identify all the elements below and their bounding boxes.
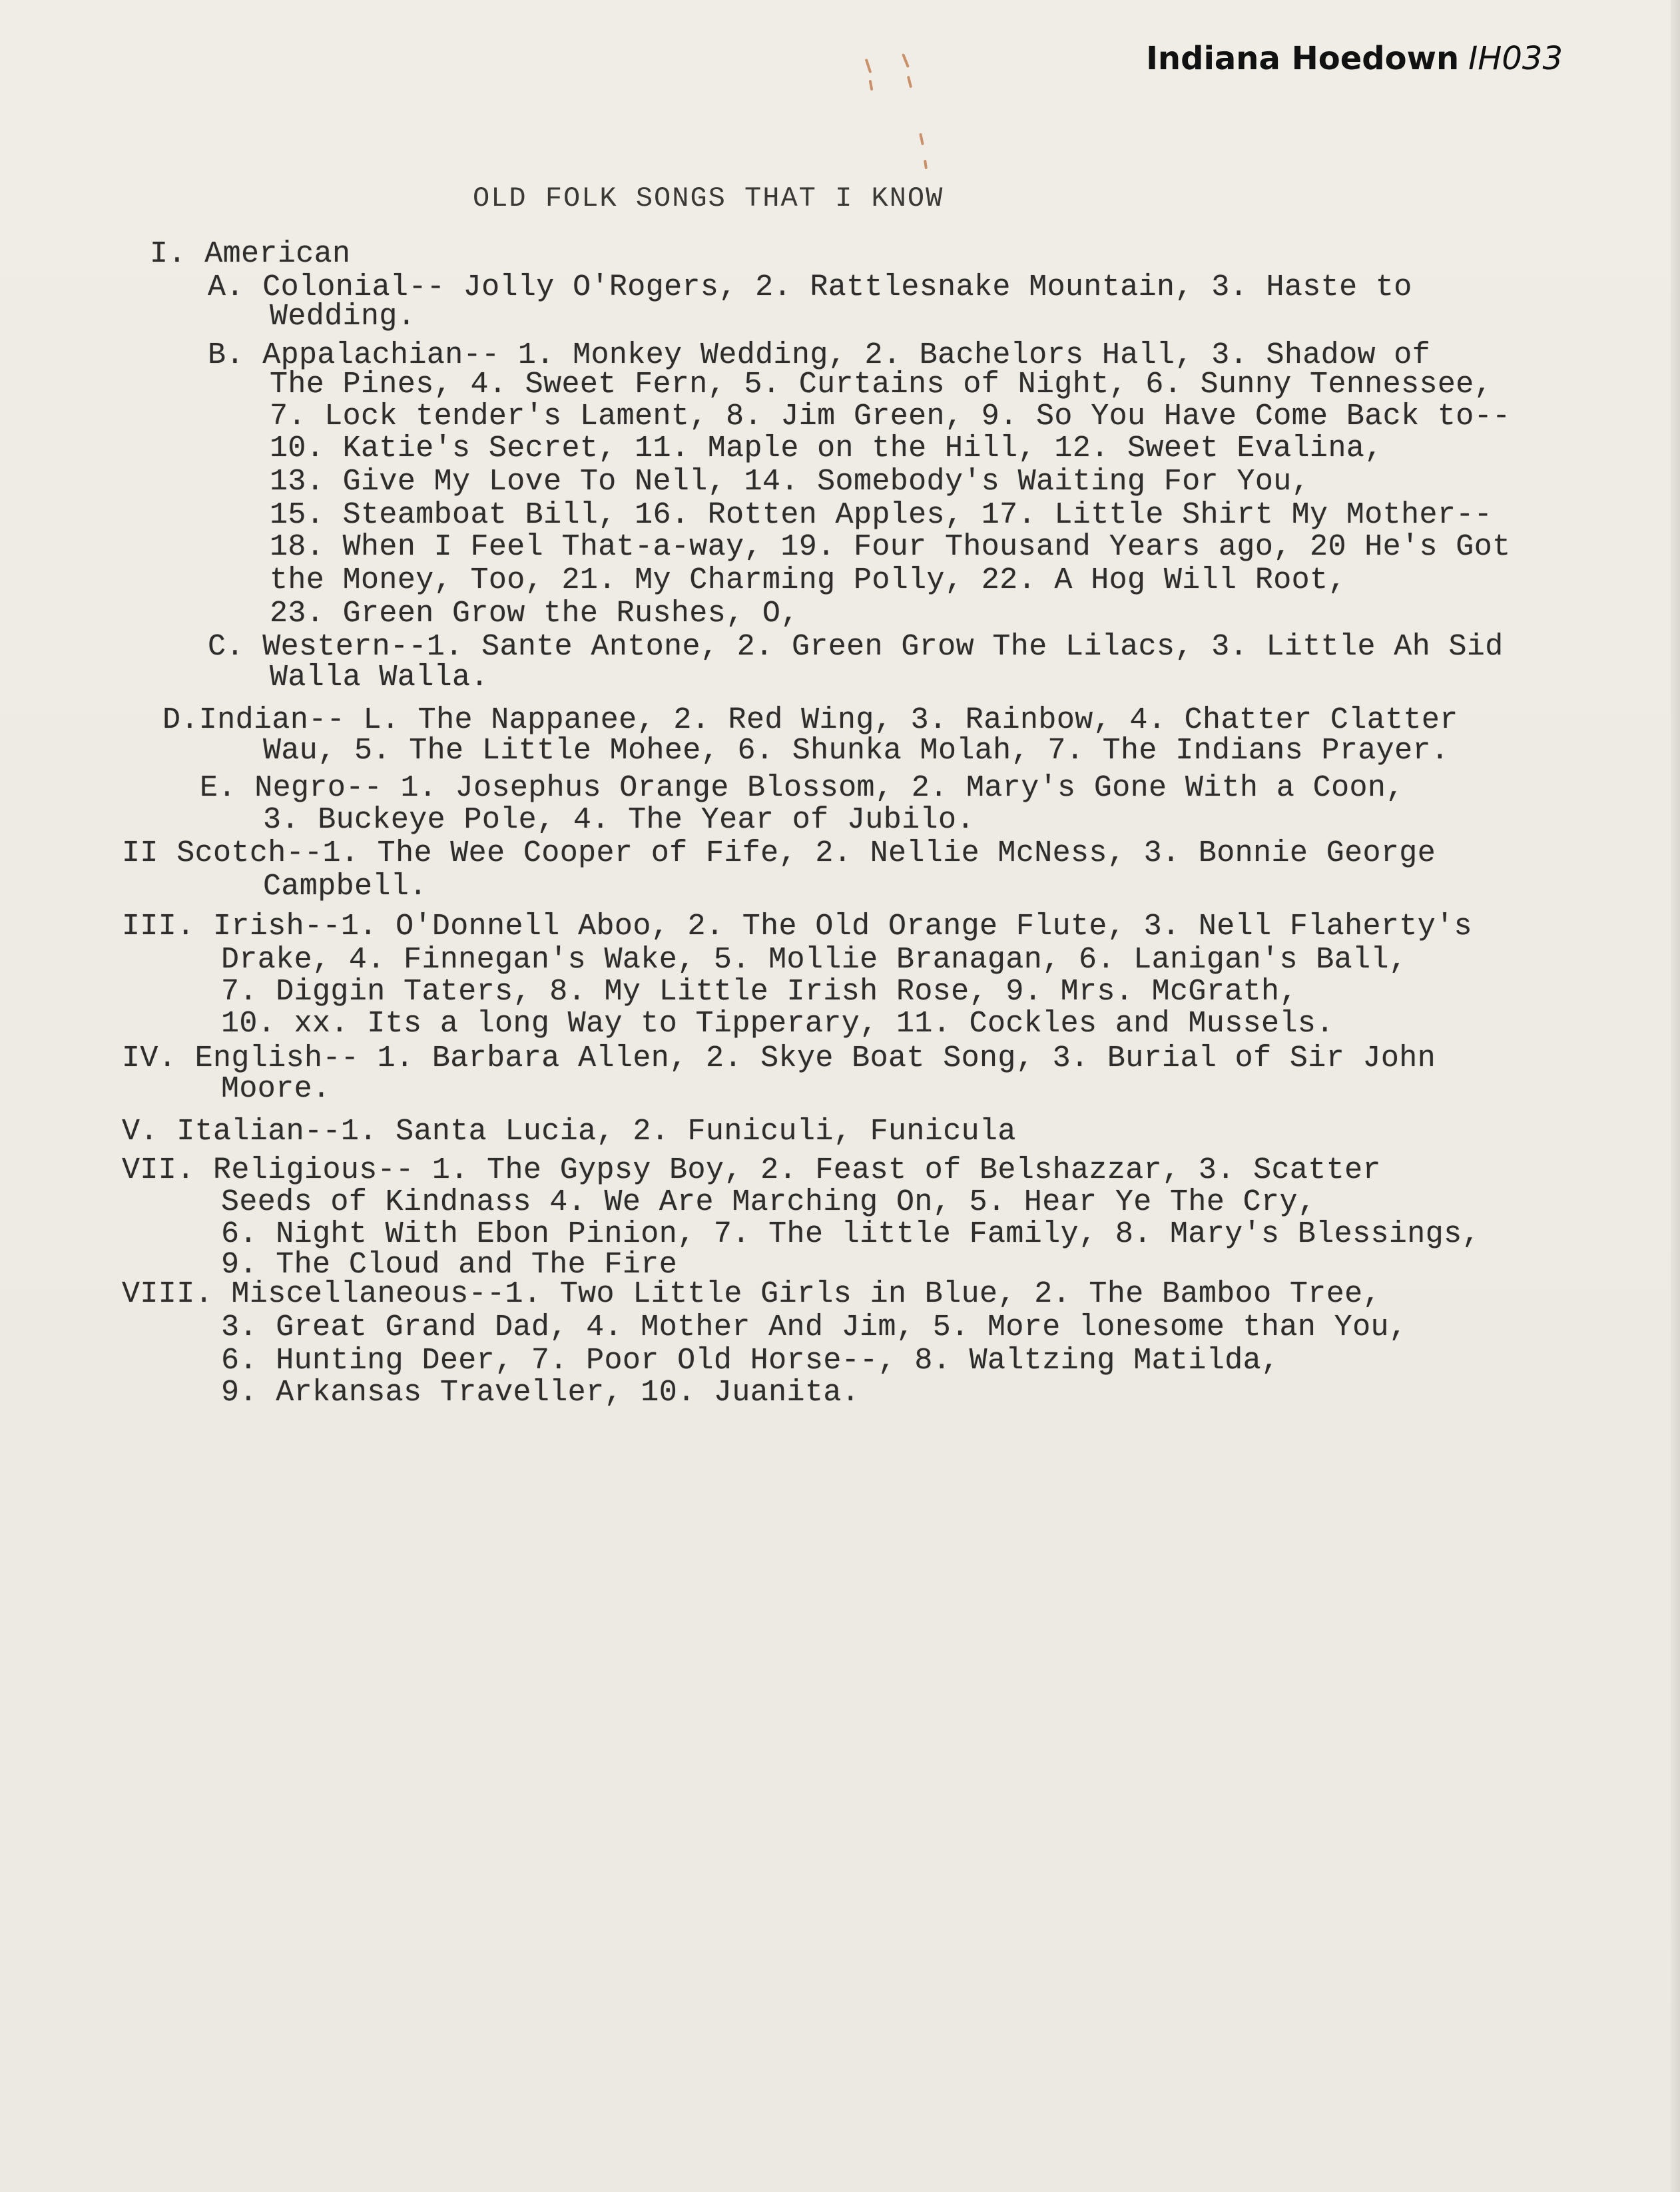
archive-label [1146,40,1563,77]
list-line: 3. Great Grand Dad, 4. Mother And Jim, 5. More lonesome than You, [221,1310,1408,1344]
list-line: Drake, 4. Finnegan's Wake, 5. Mollie Branagan, 6. Lanigan's Ball, [221,943,1408,977]
list-line: the Money, Too, 21. My Charming Polly, 22. A Hog Will Root, [270,563,1346,597]
section-heading-scotch: II Scotch--1. The Wee Cooper of Fife, 2. Nellie McNess, 3. Bonnie George [122,836,1436,870]
fold-marks [826,47,919,180]
list-line: Moore. [221,1072,331,1106]
list-line: Wau, 5. The Little Mohee, 6. Shunka Molah, 7. The Indians Prayer. [263,734,1450,768]
list-line-negro: E. Negro-- 1. Josephus Orange Blossom, 2. Mary's Gone With a Coon, [200,771,1404,805]
list-line: Walla Walla. [270,661,489,694]
document-title: OLD FOLK SONGS THAT I KNOW [473,182,944,214]
archive-code: IH033 [1468,40,1563,77]
list-line: 10. Katie's Secret, 11. Maple on the Hill, 12. Sweet Evalina, [270,431,1383,465]
list-line: 6. Hunting Deer, 7. Poor Old Horse--, 8. Waltzing Matilda, [221,1344,1280,1378]
list-line: 3. Buckeye Pole, 4. The Year of Jubilo. [263,803,975,837]
list-line: 18. When I Feel That-a-way, 19. Four Thousand Years ago, 20 He's Got [270,530,1511,564]
list-line: 6. Night With Ebon Pinion, 7. The little Family, 8. Mary's Blessings, [221,1217,1480,1251]
section-heading-american: I. American [150,237,351,271]
section-heading-english: IV. English-- 1. Barbara Allen, 2. Skye Boat Song, 3. Burial of Sir John [122,1041,1436,1075]
list-line-indian: D.Indian-- L. The Nappanee, 2. Red Wing, 3. Rainbow, 4. Chatter Clatter [162,703,1458,737]
list-line-appalachian: B. Appalachian-- 1. Monkey Wedding, 2. Bachelors Hall, 3. Shadow of [208,338,1431,372]
list-line-colonial-cont: Wedding. [270,300,416,334]
list-line-colonial: A. Colonial-- Jolly O'Rogers, 2. Rattlesnake Mountain, 3. Haste to [208,270,1412,304]
archive-name: Indiana Hoedown [1146,40,1460,77]
list-line: 13. Give My Love To Nell, 14. Somebody's Waiting For You, [270,465,1310,499]
list-line: 7. Lock tender's Lament, 8. Jim Green, 9. So You Have Come Back to-- [270,400,1511,433]
list-line: 9. The Cloud and The Fire [221,1248,678,1282]
list-line: 15. Steamboat Bill, 16. Rotten Apples, 17. Little Shirt My Mother-- [270,498,1493,532]
list-line-western: C. Western--1. Sante Antone, 2. Green Grow The Lilacs, 3. Little Ah Sid [208,630,1504,664]
section-heading-religious: VII. Religious-- 1. The Gypsy Boy, 2. Feast of Belshazzar, 3. Scatter [122,1153,1381,1187]
list-line: 9. Arkansas Traveller, 10. Juanita. [221,1376,860,1410]
list-line: 7. Diggin Taters, 8. My Little Irish Rose, 9. Mrs. McGrath, [221,975,1298,1009]
section-heading-miscellaneous: VIII. Miscellaneous--1. Two Little Girls in Blue, 2. The Bamboo Tree, [122,1277,1381,1311]
list-line: Campbell. [263,870,427,904]
list-line: The Pines, 4. Sweet Fern, 5. Curtains of Night, 6. Sunny Tennessee, [270,368,1493,402]
section-heading-irish: III. Irish--1. O'Donnell Aboo, 2. The Old Orange Flute, 3. Nell Flaherty's [122,910,1472,944]
song-list [0,237,1680,1410]
list-line: 10. xx. Its a long Way to Tipperary, 11. Cockles and Mussels. [221,1007,1334,1041]
section-heading-italian: V. Italian--1. Santa Lucia, 2. Funiculi, Funicula [122,1115,1016,1149]
list-line: 23. Green Grow the Rushes, O, [270,597,799,631]
list-line: Seeds of Kindnass 4. We Are Marching On, 5. Hear Ye The Cry, [221,1185,1316,1219]
